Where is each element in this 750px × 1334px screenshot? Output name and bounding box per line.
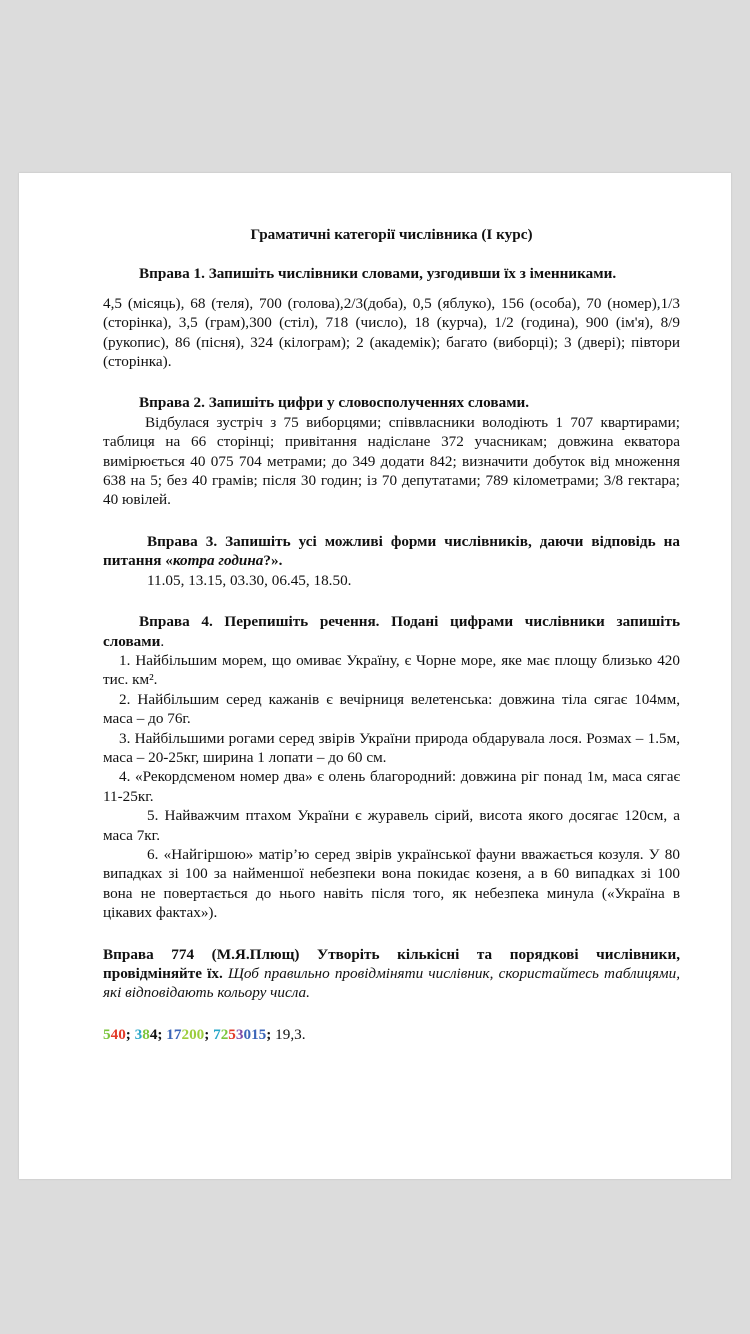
colored-number: 015 bbox=[243, 1025, 267, 1043]
exercise-4-item-2: 2. Найбільшим серед кажанів є вечірниця велетенська: довжина тіла сягає 104мм, маса – до 76г. bbox=[103, 690, 680, 728]
exercise-774-tail: 19,3. bbox=[275, 1025, 306, 1043]
exercise-3-heading-italic: котра година bbox=[172, 552, 264, 570]
document-page bbox=[19, 173, 731, 1179]
colored-number: 40 bbox=[110, 1025, 126, 1043]
colored-number: ; bbox=[125, 1025, 135, 1043]
exercise-3-body: 11.05, 13.15, 03.30, 06.45, 18.50. bbox=[147, 571, 352, 589]
exercise-4-item-1: 1. Найбільшим морем, що омиває Україну, є Чорне море, яке має площу близько 420 тис. км². bbox=[103, 651, 680, 689]
exercise-1-heading: Вправа 1. Запишіть числівники словами, узгодивши їх з іменниками. bbox=[139, 265, 617, 283]
colored-number: 8 bbox=[142, 1025, 150, 1043]
exercise-1-body: 4,5 (місяць), 68 (теля), 700 (голова),2/3(доба), 0,5 (яблуко), 156 (особа), 70 (номер),1/3 (сторінка), 3,5 (грам),300 (стіл), 718 (число), 18 (курча), 1/2 (година), 900 (ім'я), 8/9 (рукопис), 86 (пісня), 324 (кілограм); 2 (академік); багато (виборці); 3 (двері); півтори (сторінка). bbox=[103, 294, 680, 371]
colored-number: 5 bbox=[228, 1025, 236, 1043]
exercise-774-heading-text: Вправа 774 (М.Я.Плющ) Утворіть кількісні та порядкові числівники, провідміняйте їх. bbox=[103, 945, 680, 982]
colored-number: 2 bbox=[220, 1025, 229, 1043]
colored-number: 17 bbox=[166, 1025, 182, 1043]
colored-number: 7 bbox=[213, 1025, 221, 1043]
colored-number: ; bbox=[266, 1025, 276, 1043]
exercise-4-item-6: 6. «Найгіршою» матір’ю серед звірів української фауни вважається козуля. У 80 випадках зі 100 за найменшої небезпеки вона покидає козеня, а в 60 випадках зі 100 вона не повертається до нього навіть після того, як небезпека минула («Україна в цікавих фактах»). bbox=[103, 845, 680, 922]
exercise-4-item-4: 4. «Рекордсменом номер два» є олень благородний: довжина ріг понад 1м, маса сягає 11-25кг. bbox=[103, 768, 680, 805]
exercise-2-body: Відбулася зустріч з 75 виборцями; співвласники володіють 1 707 квартирами; таблиця на 66 сторінці; привітання надіслане 372 учасникам; довжина екватора вимірюється 40 075 704 метрами; до 349 додати 842; визначити добуток від множення 638 на 5; без 40 грамів; після 30 годин; із 70 депутатами; 789 кілометрами; 3/8 гектара; 40 ювілей. bbox=[103, 413, 680, 509]
colored-number: ; bbox=[204, 1025, 214, 1043]
exercise-3-heading bbox=[103, 532, 680, 571]
exercise-774-instruction: Щоб правильно провідміняти числівник, скористайтесь таблицями, які відповідають кольору числа. bbox=[103, 965, 681, 1002]
exercise-4-heading-dot: . bbox=[160, 632, 165, 650]
colored-number: 3 bbox=[134, 1025, 143, 1043]
exercise-774-numbers bbox=[103, 1025, 680, 1044]
exercise-4-heading bbox=[103, 612, 680, 651]
exercise-4-item-3: 3. Найбільшими рогами серед звірів України природа обдарувала лося. Розмах – 1.5м, маса – 20-25кг, ширина 1 лопати – до 60 см. bbox=[103, 729, 680, 766]
exercise-4-heading-text: Вправа 4. Перепишіть речення. Подані цифрами числівники запишіть словами bbox=[103, 613, 680, 650]
exercise-2-heading: Вправа 2. Запишіть цифри у словосполученнях словами. bbox=[139, 394, 530, 412]
exercise-3-heading-end: ?». bbox=[263, 552, 283, 570]
colored-number: 5 bbox=[103, 1025, 111, 1043]
colored-number: 3 bbox=[235, 1025, 244, 1043]
document-title: Граматичні категорії числівника (І курс) bbox=[250, 226, 533, 243]
exercise-4-item-5: 5. Найважчим птахом України є журавель сірий, висота якого досягає 120см, а маса 7кг. bbox=[103, 807, 680, 844]
document-content bbox=[103, 225, 680, 1044]
exercise-774-heading bbox=[103, 945, 680, 1003]
colored-number: 200 bbox=[181, 1025, 205, 1043]
exercise-3-heading-text: Вправа 3. Запишіть усі можливі форми числівників, даючи відповідь на питання « bbox=[103, 532, 680, 570]
colored-number: 4 bbox=[149, 1025, 158, 1043]
colored-number: ; bbox=[157, 1025, 167, 1043]
